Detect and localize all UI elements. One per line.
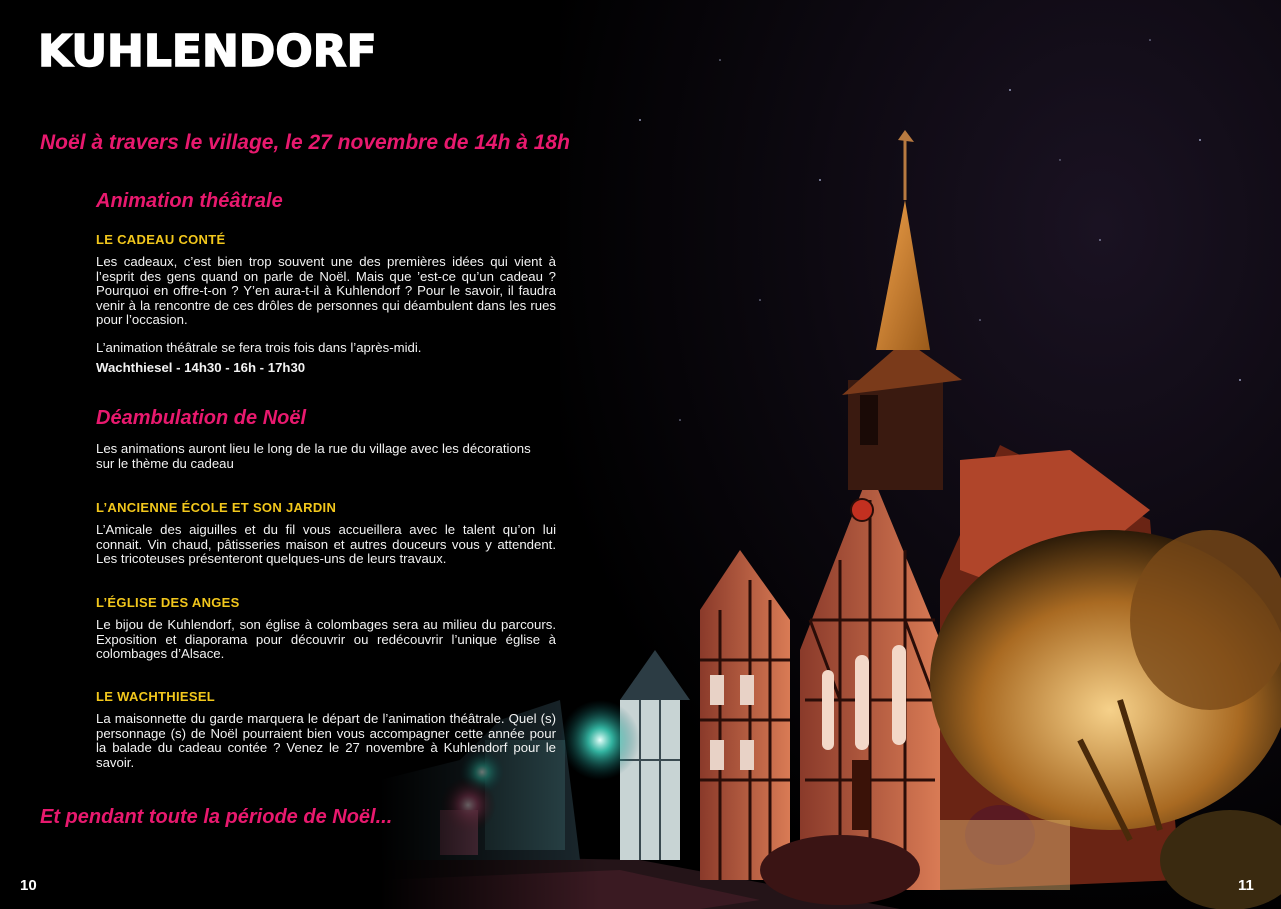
paragraph-wachthiesel: La maisonnette du garde marquera le départ de l’animation théâtrale. Quel (s) personnage (s) de Noël pourraient bien vous accompagner cette année pour la balade du cadeau contée ? Venez le 27 novembre à Kuhlendorf pour le savoir. [96,711,556,770]
paragraph-deambulation-intro: Les animations auront lieu le long de la rue du village avec les décorations sur le thème du cadeau [96,441,531,471]
subsection-title-eglise: L’ÉGLISE DES ANGES [96,595,240,610]
brand-title: KUHLENDORF [38,26,377,77]
section-heading-deambulation: Déambulation de Noël [96,407,307,429]
closing-line: Et pendant toute la période de Noël... [40,806,393,828]
event-title: Noël à travers le village, le 27 novembre de 14h à 18h [40,131,570,154]
page-number-left: 10 [20,877,37,894]
paragraph-eglise: Le bijou de Kuhlendorf, son église à colombages sera au milieu du parcours. Exposition et diaporama pour découvrir ou redécouvrir l’unique église à colombages d’Alsace. [96,617,556,661]
subsection-title-cadeau-conte: LE CADEAU CONTÉ [96,232,226,247]
subsection-title-wachthiesel: LE WACHTHIESEL [96,689,216,704]
schedule-line: Wachthiesel - 14h30 - 16h - 17h30 [96,360,306,375]
paragraph-ancienne-ecole: L’Amicale des aiguilles et du fil vous accueillera avec le talent qu’on lui connait. Vin chaud, pâtisseries maison et autres douceurs vous y attendent. Les tricoteuses présenteront quelques-uns de leurs travaux. [96,522,556,566]
paragraph-cadeau-conte: Les cadeaux, c’est bien trop souvent une des premières idées qui vient à l’esprit des gens quand on parle de Noël. Mais que ’est-ce qu’un cadeau ? Pourquoi en offre-t-on ? Y’en aura-t-il à Kuhlendorf ? Pour le savoir, il faudra venir à la rencontre de ces drôles de personnes qui déambulent dans les rues pour l’occasion. [96,254,556,327]
subsection-title-ancienne-ecole: L’ANCIENNE ÉCOLE ET SON JARDIN [96,500,337,515]
section-heading-animation: Animation théâtrale [96,190,283,212]
page-number-right: 11 [1238,877,1254,894]
paragraph-animation-times: L’animation théâtrale se fera trois fois dans l’après-midi. [96,340,422,355]
